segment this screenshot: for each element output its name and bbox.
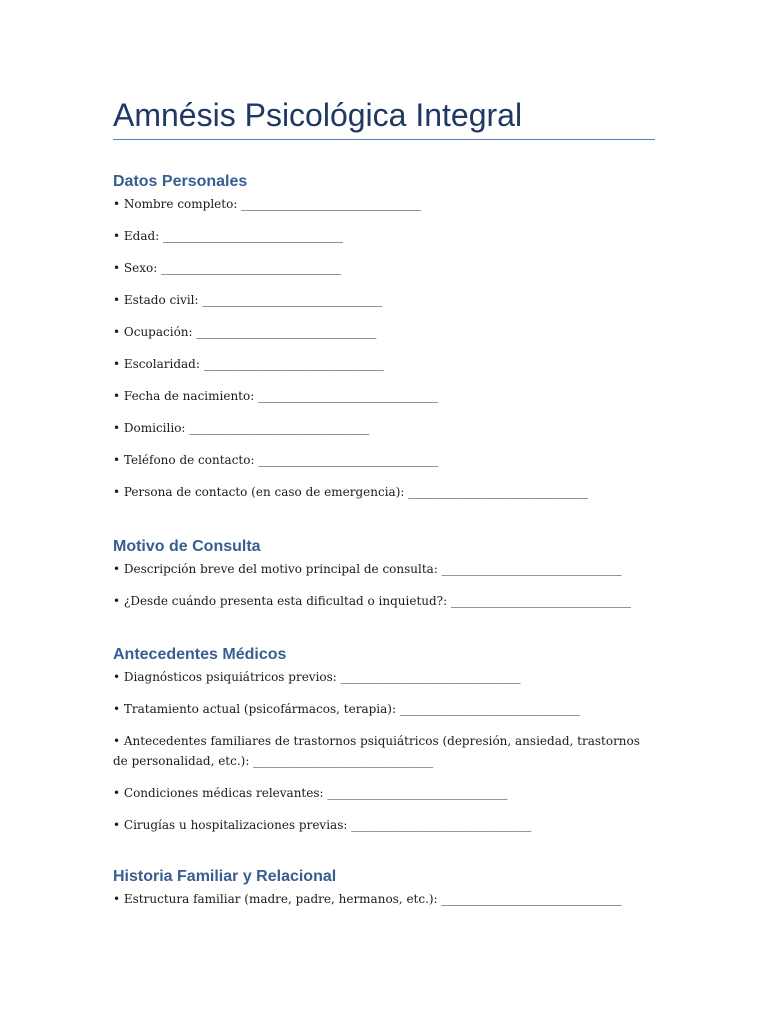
field-fecha-nacimiento[interactable]: • Fecha de nacimiento: ______________________________ (113, 389, 439, 403)
section-heading: Antecedentes Médicos (113, 646, 287, 663)
field-motivo-principal[interactable]: • Descripción breve del motivo principal de consulta: ______________________________ (113, 562, 622, 576)
section-heading: Datos Personales (113, 173, 248, 190)
title-divider (113, 139, 655, 140)
section-datos-personales (113, 172, 658, 502)
field-persona-contacto[interactable]: • Persona de contacto (en caso de emergencia): ______________________________ (113, 485, 589, 499)
field-cirugias-hospitalizaciones[interactable]: • Cirugías u hospitalizaciones previas: ______________________________ (113, 818, 532, 832)
field-escolaridad[interactable]: • Escolaridad: ______________________________ (113, 357, 384, 371)
field-estructura-familiar[interactable]: • Estructura familiar (madre, padre, hermanos, etc.): ______________________________ (113, 892, 622, 906)
section-antecedentes-medicos (113, 645, 658, 835)
field-nombre-completo[interactable]: • Nombre completo: ______________________________ (113, 197, 422, 211)
field-estado-civil[interactable]: • Estado civil: ______________________________ (113, 293, 383, 307)
field-diagnosticos-previos[interactable]: • Diagnósticos psiquiátricos previos: ______________________________ (113, 670, 521, 684)
field-ocupacion[interactable]: • Ocupación: ______________________________ (113, 325, 377, 339)
section-heading: Historia Familiar y Relacional (113, 868, 337, 885)
document-title: Amnésis Psicológica Integral (113, 97, 523, 133)
section-motivo-consulta (113, 537, 658, 611)
field-domicilio[interactable]: • Domicilio: ______________________________ (113, 421, 370, 435)
field-edad[interactable]: • Edad: ______________________________ (113, 229, 344, 243)
field-antecedentes-familiares[interactable]: • Antecedentes familiares de trastornos psiquiátricos (depresión, ansiedad, trastornos de personalidad, etc.): ______________________________ (113, 734, 640, 768)
section-historia-familiar (113, 867, 658, 909)
field-condiciones-medicas[interactable]: • Condiciones médicas relevantes: ______________________________ (113, 786, 508, 800)
section-heading: Motivo de Consulta (113, 538, 261, 555)
field-desde-cuando[interactable]: • ¿Desde cuándo presenta esta dificultad o inquietud?: ______________________________ (113, 594, 631, 608)
field-tratamiento-actual[interactable]: • Tratamiento actual (psicofármacos, terapia): ______________________________ (113, 702, 580, 716)
field-telefono-contacto[interactable]: • Teléfono de contacto: ______________________________ (113, 453, 439, 467)
field-sexo[interactable]: • Sexo: ______________________________ (113, 261, 342, 275)
